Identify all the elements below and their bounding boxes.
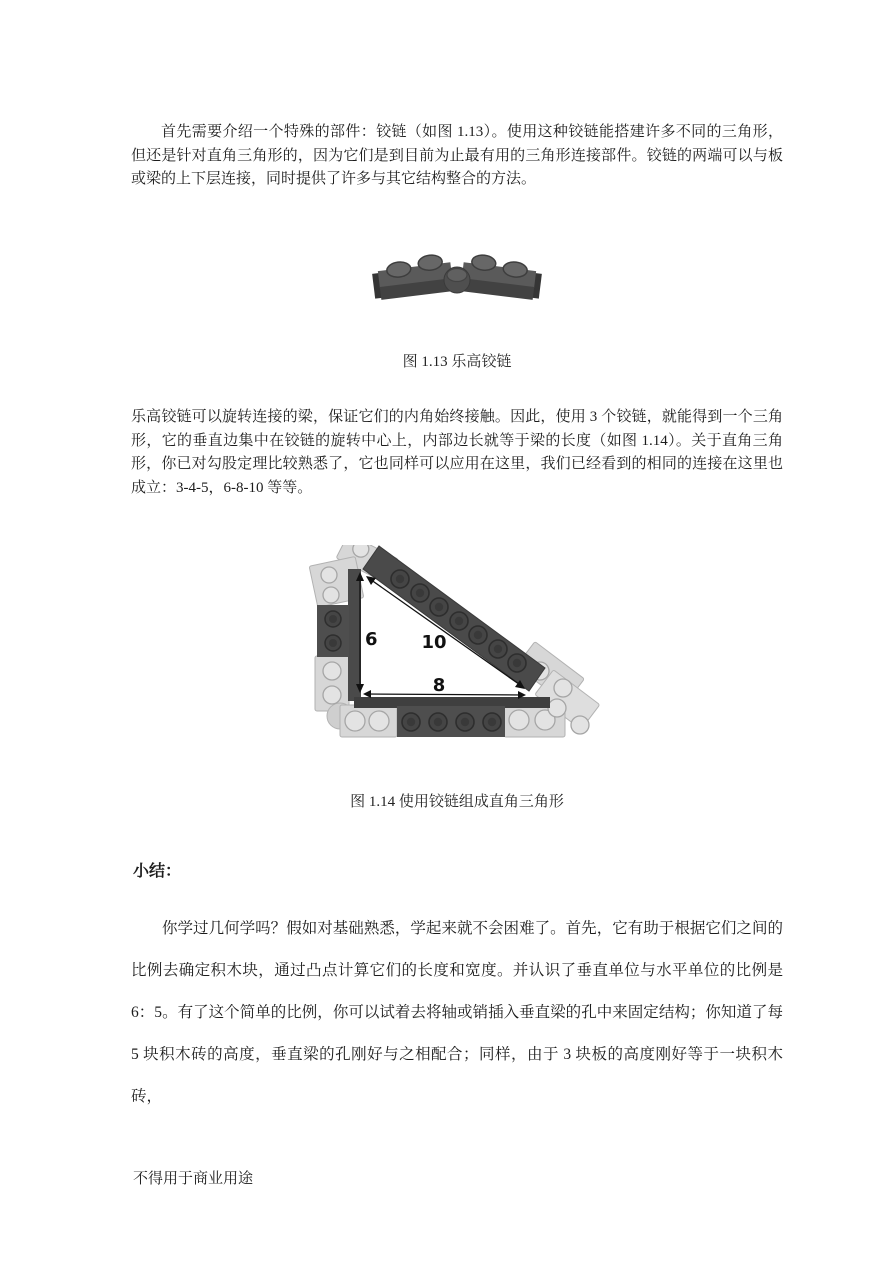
- paragraph-intro-hinge: 首先需要介绍一个特殊的部件：铰链（如图 1.13）。使用这种铰链能搭建许多不同的三角形，但还是针对直角三角形的，因为它们是到目前为止最有用的三角形连接部件。铰链的两端可以与板或梁的上下层连接，同时提供了许多与其它结构整合的方法。: [131, 124, 783, 187]
- summary-heading: 小结：: [133, 863, 182, 880]
- label-vertical-side: 6: [365, 629, 378, 650]
- label-hypotenuse-side: 10: [421, 632, 447, 653]
- lego-triangle-image: [307, 545, 607, 757]
- lego-hinge-image: [369, 246, 545, 306]
- vertical-beam: [348, 569, 361, 701]
- hinge-right-plate: [460, 253, 543, 301]
- label-horizontal-side: 8: [432, 675, 446, 696]
- figure-1-14-caption: 图 1.14 使用铰链组成直角三角形: [350, 794, 564, 810]
- paragraph-hinge-triangle: 乐高铰链可以旋转连接的梁，保证它们的内角始终接触。因此，使用 3 个铰链，就能得到一个三角形，它的垂直边集中在铰链的旋转中心上，内部边长就等于梁的长度（如图 1.14）。关于直角三角形，你已对勾股定理比较熟悉了，它也同样可以应用在这里，我们已经看到的相同的连接在这里也成立：3-4-5，6-8-10 等等。: [131, 409, 783, 496]
- figure-1-13: [131, 246, 783, 306]
- hinge-left-plate: [371, 253, 454, 301]
- figure-1-14: [131, 545, 783, 757]
- paragraph-summary-body: 你学过几何学吗？假如对基础熟悉，学起来就不会困难了。首先，它有助于根据它们之间的比例去确定积木块，通过凸点计算它们的长度和宽度。并认识了垂直单位与水平单位的比例是 6：5。有了这个简单的比例，你可以试着去将轴或销插入垂直梁的孔中来固定结构；你知道了每 5 块积木砖的高度，垂直梁的孔刚好与之相配合；同样，由于 3 块板的高度刚好等于一块积木砖，: [131, 920, 783, 1105]
- footer-usage-notice: 不得用于商业用途: [133, 1171, 254, 1187]
- dimension-labels: [365, 629, 447, 696]
- figure-1-13-caption: 图 1.13 乐高铰链: [402, 354, 512, 370]
- hinge-swivel-joint: [444, 267, 470, 293]
